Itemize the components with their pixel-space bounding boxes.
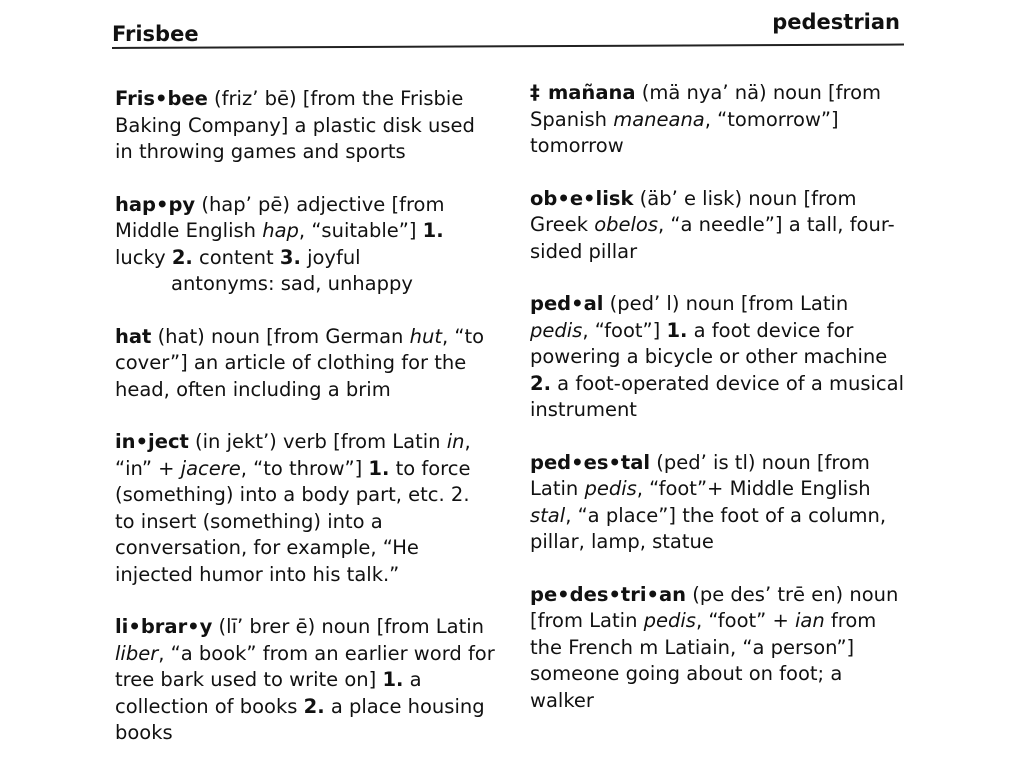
entry-headword: in•ject	[115, 430, 189, 453]
entry-definition: (in jekt’) verb [from Latin in, “in” + jacere, “to throw”] 1. to force (something) into a body part, etc. 2. to insert (something) into a conversation, for example, “He injected humor into his talk.”	[115, 430, 471, 586]
dictionary-entry	[115, 192, 495, 298]
header-rule	[112, 44, 904, 49]
guide-word-left: Frisbee	[112, 22, 199, 46]
dictionary-entry	[115, 614, 495, 747]
entry-definition: (mä nya’ nä) noun [from Spanish maneana, “tomorrow”] tomorrow	[530, 81, 882, 157]
guide-word-right: pedestrian	[772, 10, 900, 34]
entry-headword: Fris•bee	[115, 87, 208, 110]
dictionary-entry	[115, 429, 495, 588]
left-column	[115, 86, 495, 773]
right-column	[530, 80, 910, 740]
entry-headword: hap•py	[115, 192, 196, 216]
entry-definition: (hap’ pē) adjective [from Middle English hap, “suitable”] 1. lucky 2. content 3. joyful antonyms: sad, unhappy	[115, 192, 445, 295]
entry-definition: (friz’ bē) [from the Frisbie Baking Company] a plastic disk used in throwing games and sports	[115, 87, 475, 163]
double-dagger-icon: ‡	[530, 81, 540, 104]
entry-headword: ped•al	[530, 292, 604, 315]
entry-definition: (äb’ e lisk) noun [from Greek obelos, “a needle”] a tall, four-sided pillar	[530, 186, 895, 263]
dictionary-entry	[115, 86, 495, 166]
dictionary-entry	[530, 582, 910, 715]
entry-definition: (lī’ brer ē) noun [from Latin liber, “a book” from an earlier word for tree bark used to write on] 1. a collection of books 2. a place housing books	[115, 615, 495, 744]
entry-definition: (hat) noun [from German hut, “to cover”] an article of clothing for the head, often including a brim	[115, 324, 485, 401]
dictionary-entry	[530, 186, 910, 266]
dictionary-entry	[530, 450, 910, 556]
entry-headword: hat	[115, 324, 152, 348]
entry-headword: pe•des•tri•an	[530, 582, 687, 606]
entry-definition: (pe des’ trē en) noun [from Latin pedis, “foot” + ian from the French m Latiain, “a person”] someone going about on foot; a walker	[530, 582, 899, 712]
entry-definition: (ped’ is tl) noun [from Latin pedis, “foot”+ Middle English stal, “a place”] the foot of a column, pillar, lamp, statue	[530, 450, 887, 553]
dictionary-entry	[115, 324, 495, 404]
entry-headword: ob•e•lisk	[530, 186, 634, 210]
entry-headword: li•brar•y	[115, 615, 213, 638]
dictionary-entry	[530, 291, 910, 424]
entry-headword: mañana	[547, 81, 636, 104]
entry-definition: (ped’ l) noun [from Latin pedis, “foot”] 1. a foot device for powering a bicycle or other machine 2. a foot-operated device of a musical instrument	[530, 292, 905, 421]
entry-headword: ped•es•tal	[530, 450, 651, 474]
dictionary-entry	[530, 80, 910, 160]
